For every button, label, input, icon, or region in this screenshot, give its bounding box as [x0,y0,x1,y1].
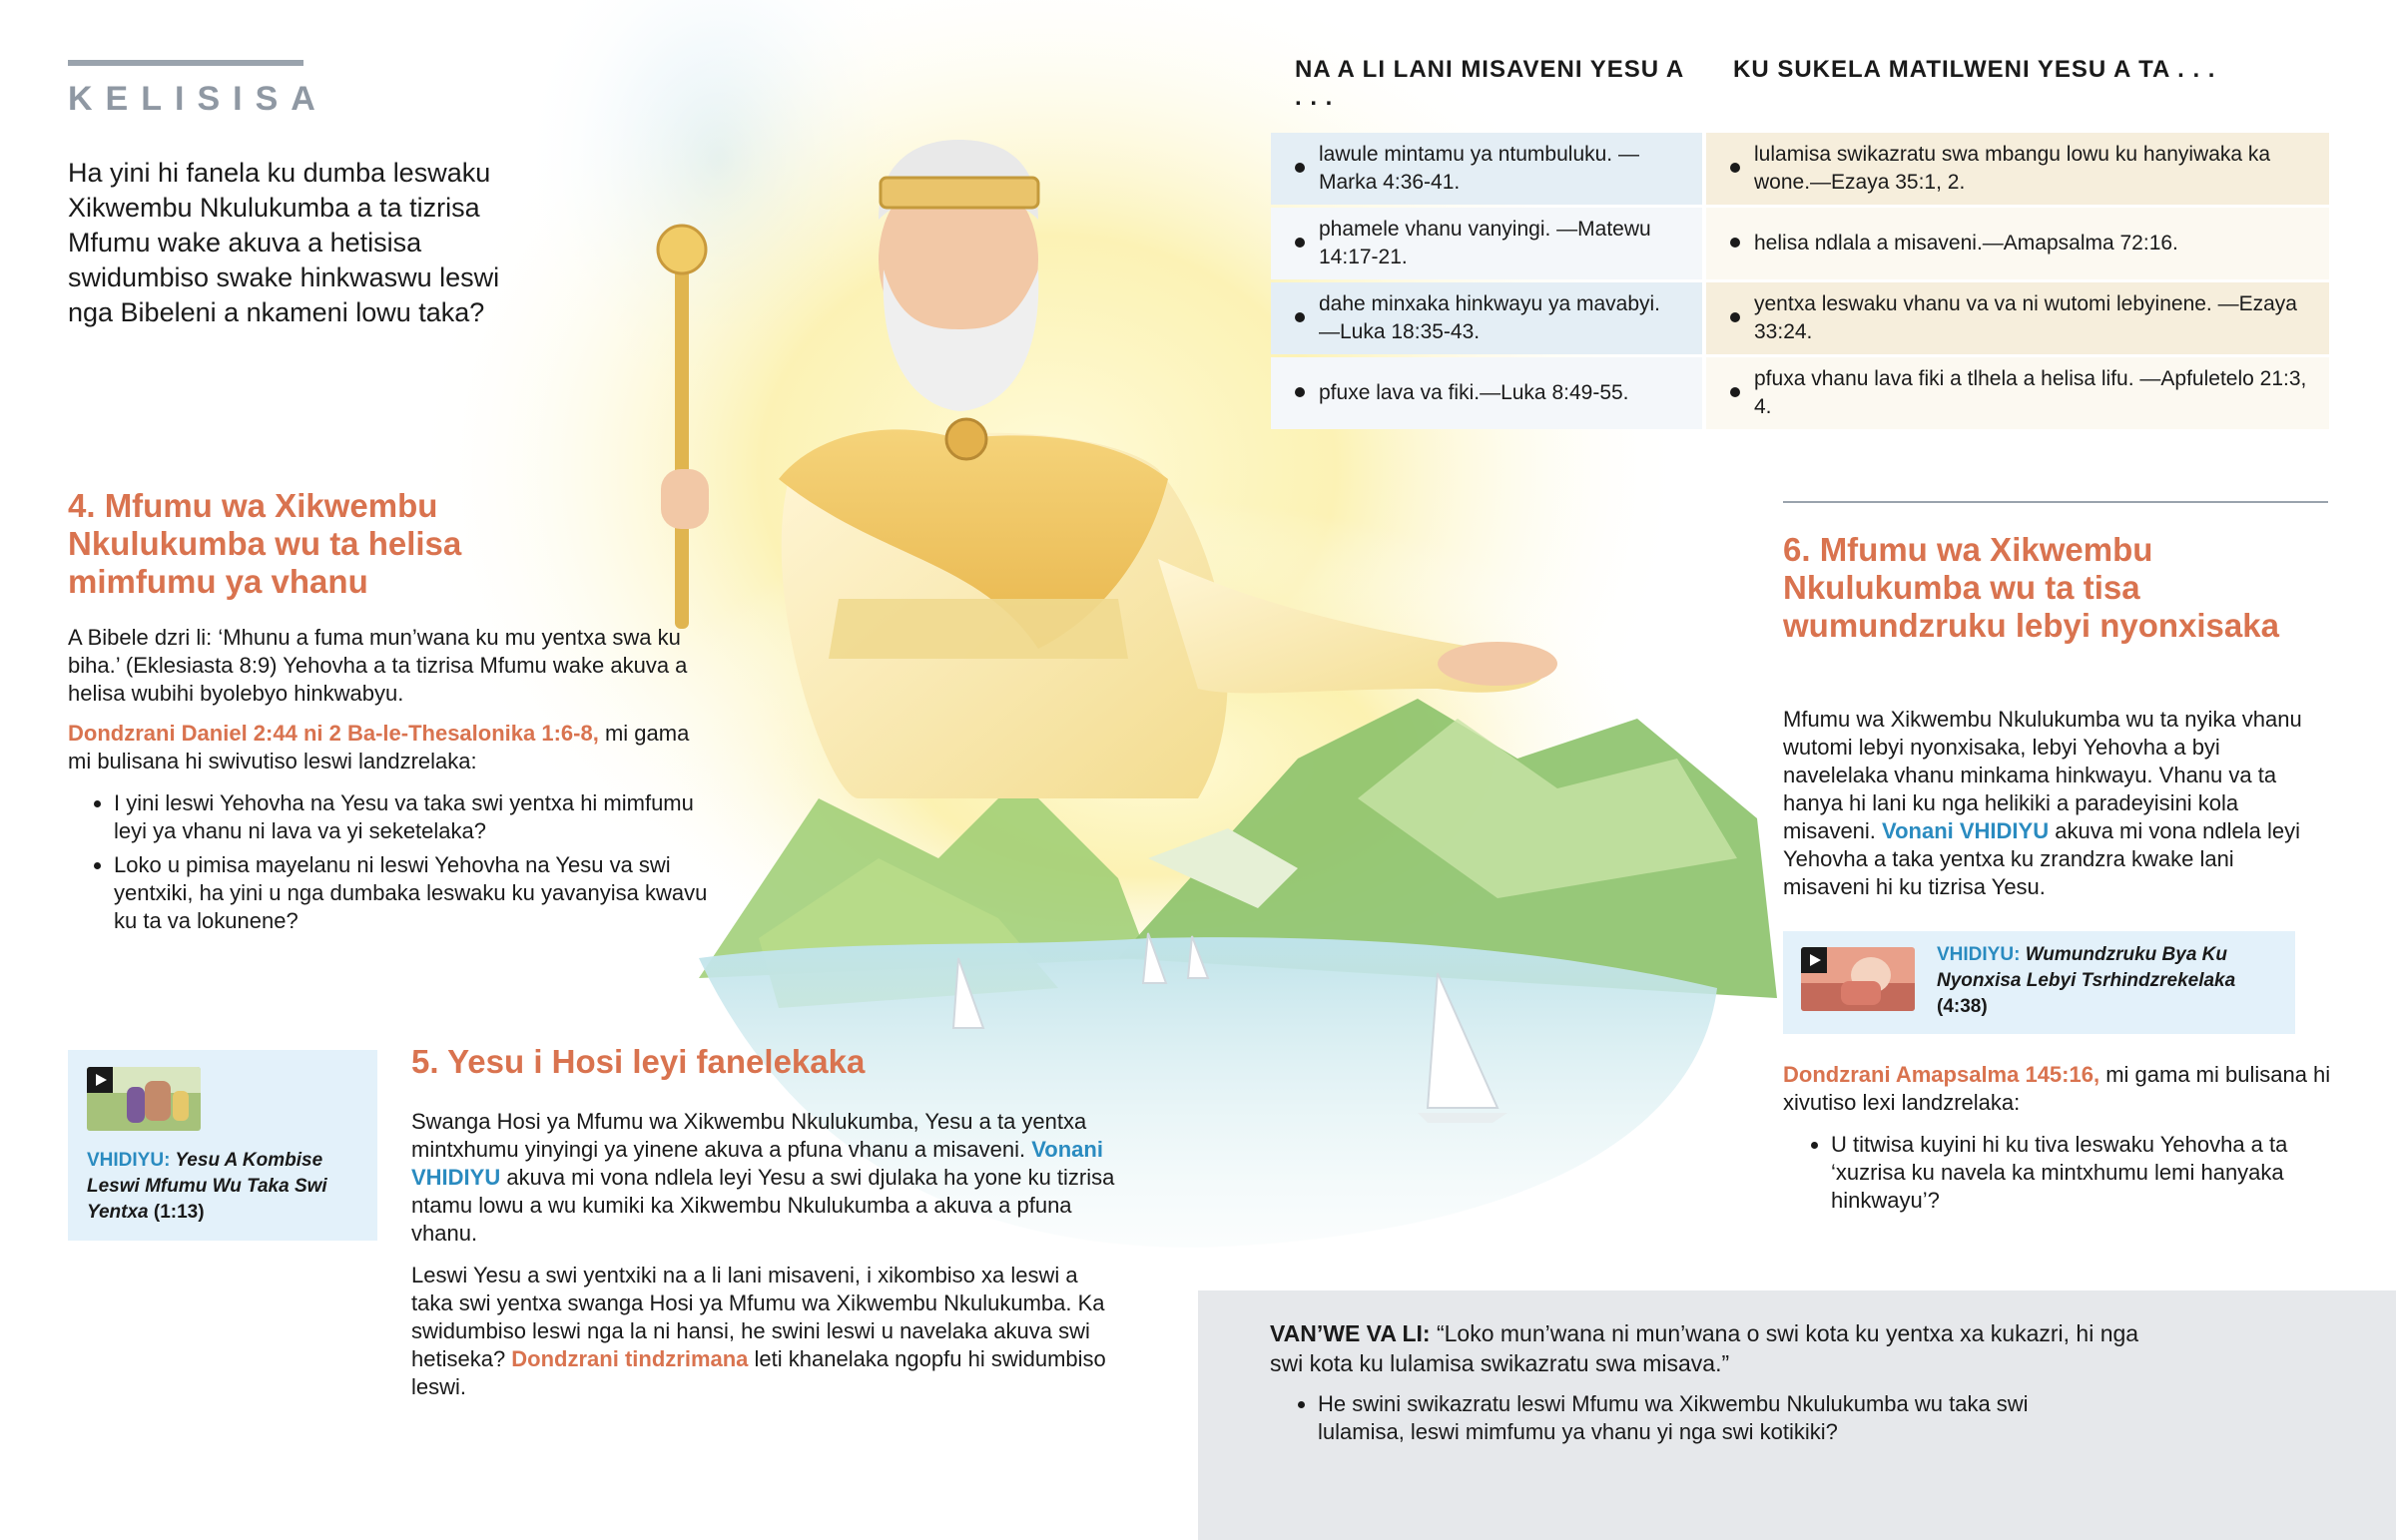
bullet-icon [1730,387,1740,397]
section-5 [411,1043,1130,1081]
list-item: • I yini leswi Yehovha na Yesu va taka swi yentxa hi mimfumu leyi ya vhanu ni lava va yi seketelaka? [114,789,717,845]
section-6-rule [1783,501,2328,503]
table-cell-right: pfuxa vhanu lava fiki a tlhela a helisa lifu. —Apfuletelo 21:3, 4. [1706,357,2329,429]
section-4 [68,487,507,601]
video-thumbnail[interactable] [1801,947,1915,1011]
table-cell-right: yentxa leswaku vhanu va va ni wutomi lebyinene. —Ezaya 33:24. [1706,282,2329,354]
section-4-title: 4. Mfumu wa Xikwembu Nkulukumba wu ta helisa mimfumu ya vhanu [68,487,462,600]
video-card-1[interactable] [68,1050,377,1241]
intro-question: Ha yini hi fanela ku dumba leswaku Xikwembu Nkulukumba a ta tizrisa Mfumu wake akuva a hetisisa swidumbiso swake hinkwaswu leswi nga Bibeleni a nkameni lowu taka? [68,158,500,327]
table-cell-left: phamele vhanu vanyingi. —Matewu 14:17-21. [1271,208,1702,279]
section-4-paragraph: A Bibele dzri li: ‘Mhunu a fuma mun’wana ku mu yentxa swa ku biha.’ (Eklesiasta 8:9) Yehovha a ta tizrisa Mfumu wake akuva a helisa wubihi byolebyo hinkwabyu. [68,625,688,706]
section-4-body [68,624,717,941]
section-4-read-instruction: Dondzrani Daniel 2:44 ni 2 Ba-le-Thesalonika 1:6-8, mi gama mi bulisana hi swivutiso leswi landzrelaka: [68,721,690,773]
bullet-icon [1730,238,1740,248]
bullet-icon [1295,163,1305,173]
play-icon[interactable] [1801,947,1827,973]
bullet-icon [1295,238,1305,248]
table-col2-header: KU SUKELA MATILWENI YESU A TA . . . [1733,56,2216,83]
table-cell-left: pfuxe lava va fiki.—Luka 8:49-55. [1271,357,1702,429]
bullet-icon [1730,163,1740,173]
section-6 [1783,531,2322,645]
table-col1-header: NA A LI LANI MISAVENI YESU A . . . [1295,56,1684,111]
section-6-questions [1783,1131,2332,1215]
list-item: • He swini swikazratu leswi Mfumu wa Xikwembu Nkulukumba wu taka swi lulamisa, leswi mimfumu ya vhanu yi nga swi kotikiki? [1318,1390,2037,1446]
section-5-body [411,1108,1120,1401]
watch-video-link[interactable]: Vonani VHIDIYU [1882,818,2050,843]
watch-video-link[interactable]: Vonani VHIDIYU [411,1137,1103,1190]
section-6-read-instruction: Dondzrani Amapsalma 145:16, mi gama mi bulisana hi xivutiso lexi landzrelaka: [1783,1062,2331,1115]
section-5-paragraph-1: Swanga Hosi ya Mfumu wa Xikwembu Nkulukumba, Yesu a ta yentxa mintxhumu yinyingi ya yinene akuva a pfuna vhanu a misaveni. Vonani VHIDIYU akuva mi vona ndlela leyi Yesu a swi djulaka ha yone ku tizrisa ntamu lowu a wu kumiki ka Xikwembu Nkulukumba a akuva a pfuna vhanu. [411,1109,1115,1246]
section-6-title: 6. Mfumu wa Xikwembu Nkulukumba wu ta tisa wumundzruku lebyi nyonxisaka [1783,531,2279,644]
section-4-questions [68,789,717,935]
video-caption: VHIDIYU: Yesu A Kombise Leswi Mfumu Wu Taka Swi Yentxa (1:13) [87,1150,327,1223]
header-rule [68,60,303,66]
read-verses-link[interactable]: Dondzrani tindzrimana [511,1346,749,1371]
table-cell-left: dahe minxaka hinkwayu ya mavabyi. —Luka 18:35-43. [1271,282,1702,354]
list-item: • U titwisa kuyini hi ku tiva leswaku Yehovha a ta ‘xuzrisa ku navela ka mintxhumu lemi hanyaka hinkwayu’? [1831,1131,2332,1215]
bullet-icon [1295,387,1305,397]
table-cell-right: lulamisa swikazratu swa mbangu lowu ku hanyiwaka ka wone.—Ezaya 35:1, 2. [1706,133,2329,205]
table-cell-right: helisa ndlala a misaveni.—Amapsalma 72:16. [1706,208,2329,279]
section-5-title: 5. Yesu i Hosi leyi fanelekaka [411,1043,866,1080]
table-cell-left: lawule mintamu ya ntumbuluku. —Marka 4:36-41. [1271,133,1702,205]
section-6-body [1783,706,2322,901]
bullet-icon [1295,312,1305,322]
section-5-paragraph-2: Leswi Yesu a swi yentxiki na a li lani misaveni, i xikombiso xa leswi a taka swi yentxa swanga Hosi ya Mfumu wa Xikwembu Nkulukumba. Ka swidumbiso leswi nga la ni hansi, he swini leswi u navelaka akuva swi hetiseka? Dondzrani tindzrimana leti khanelaka ngopfu hi swidumbiso leswi. [411,1263,1106,1399]
video-card-2[interactable] [1783,931,2295,1034]
section-6-paragraph: Mfumu wa Xikwembu Nkulukumba wu ta nyika vhanu wutomi lebyi nyonxisaka, lebyi Yehovha a byi navelelaka vhanu minkama hinkwayu. Vhanu va ta hanya hi lani ku nga helikiki a paradeyisini kola misaveni. Vonani VHIDIYU akuva mi vona ndlela leyi Yehovha a taka yentxa ku zrandzra kwake lani misaveni hi ku tizrisa Yesu. [1783,707,2302,899]
section-label: KELISISA [68,80,328,118]
scripture-reference-link[interactable]: Dondzrani Daniel 2:44 ni 2 Ba-le-Thesalonika 1:6-8, [68,721,599,746]
section-6-read [1783,1061,2332,1221]
play-icon[interactable] [87,1067,113,1093]
video-thumbnail[interactable] [87,1067,201,1131]
others-say-questions [1270,1390,2037,1452]
video-caption: VHIDIYU: Wumundzruku Bya Ku Nyonxisa Lebyi Tsrhindzrekelaka (4:38) [1937,944,2236,1017]
bullet-icon [1730,312,1740,322]
list-item: • Loko u pimisa mayelanu ni leswi Yehovha na Yesu va swi yentxiki, ha yini u nga dumbaka leswaku ku yavanyisa kwavu ku ta va lokunene? [114,851,717,935]
others-say-box [1198,1290,2396,1540]
scripture-reference-link[interactable]: Dondzrani Amapsalma 145:16, [1783,1062,2100,1087]
others-say-quote: VAN’WE VA LI: “Loko mun’wana ni mun’wana o swi kota ku yentxa xa kukazri, hi nga swi kota ku lulamisa swikazratu swa misava.” [1270,1320,2139,1376]
